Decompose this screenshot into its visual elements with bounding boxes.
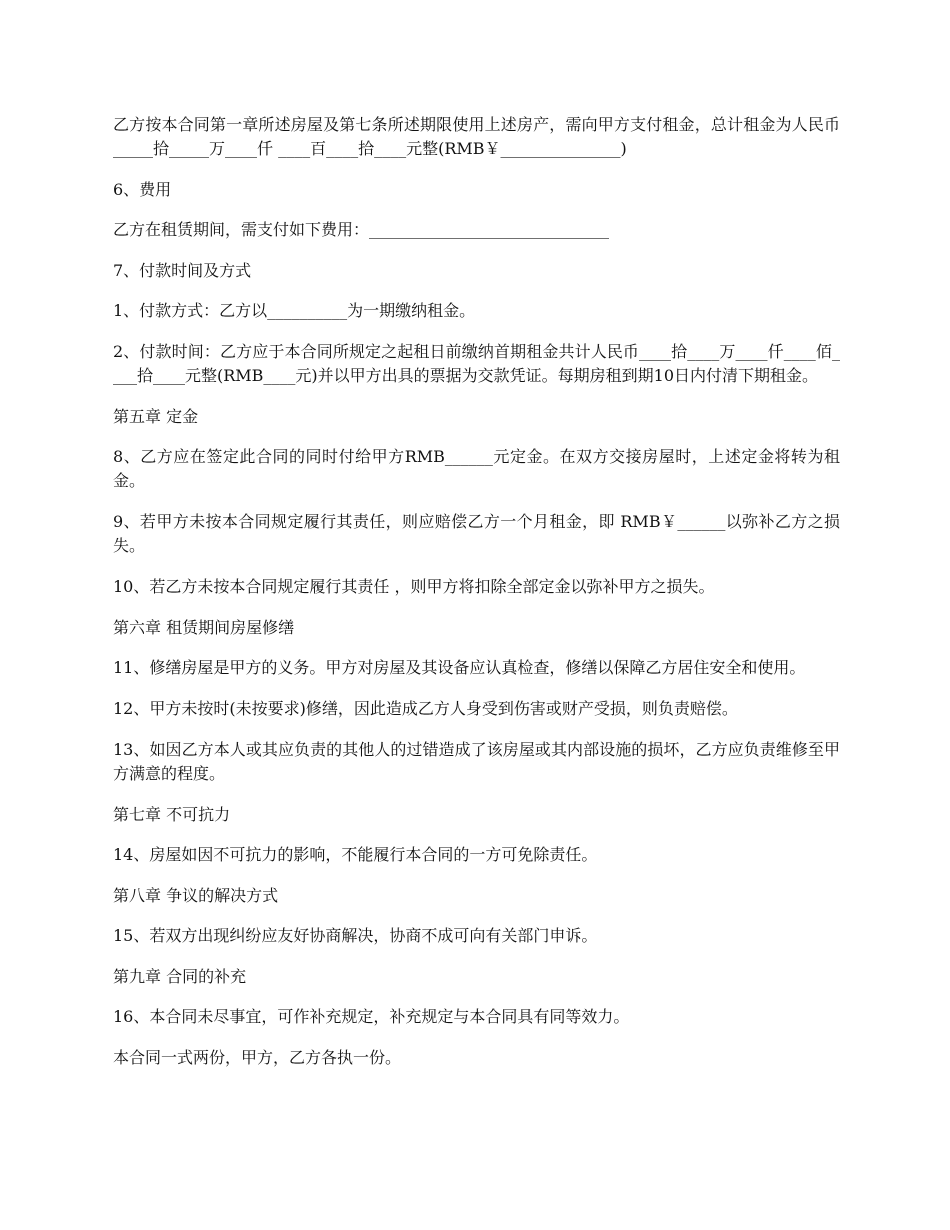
- clause-15-paragraph: 15、若双方出现纠纷应友好协商解决，协商不成可向有关部门申诉。: [113, 926, 598, 945]
- chapter-5-heading: 第五章 定金: [113, 407, 199, 426]
- fees-paragraph: 乙方在租赁期间，需支付如下费用：______________________________: [113, 220, 610, 239]
- clause-16-paragraph: 16、本合同未尽事宜，可作补充规定，补充规定与本合同具有同等效力。: [113, 1007, 630, 1026]
- clause-9-paragraph: 9、若甲方未按本合同规定履行其责任，则应赔偿乙方一个月租金，即 RMB￥______以弥补乙方之损失。: [113, 512, 840, 555]
- chapter-9-heading: 第九章 合同的补充: [113, 967, 247, 986]
- chapter-7-heading: 第七章 不可抗力: [113, 805, 231, 824]
- chapter-8-heading: 第八章 争议的解决方式: [113, 886, 279, 905]
- document-body: [113, 113, 840, 1070]
- payment-time-paragraph: 2、付款时间：乙方应于本合同所规定之起租日前缴纳首期租金共计人民币____拾____万____仟____佰____拾____元整(RMB____元)并以甲方出具的票据为交款凭证。每期房租到期10日内付清下期租金。: [113, 342, 840, 385]
- chapter-6-heading: 第六章 租赁期间房屋修缮: [113, 618, 295, 637]
- fees-heading: 6、费用: [113, 180, 172, 199]
- clause-11-paragraph: 11、修缮房屋是甲方的义务。甲方对房屋及其设备应认真检查，修缮以保障乙方居住安全和使用。: [113, 658, 806, 677]
- payment-method-paragraph: 1、付款方式：乙方以__________为一期缴纳租金。: [113, 301, 476, 320]
- payment-heading: 7、付款时间及方式: [113, 261, 252, 280]
- rent-total-paragraph: 乙方按本合同第一章所述房屋及第七条所述期限使用上述房产，需向甲方支付租金，总计租金为人民币_____拾_____万____仟 ____百____拾____元整(RMB￥_______________): [113, 115, 840, 158]
- clause-10-paragraph: 10、若乙方未按本合同规定履行其责任 ，则甲方将扣除全部定金以弥补甲方之损失。: [113, 577, 715, 596]
- clause-13-paragraph: 13、如因乙方本人或其应负责的其他人的过错造成了该房屋或其内部设施的损坏，乙方应负责维修至甲方满意的程度。: [113, 740, 840, 783]
- clause-8-paragraph: 8、乙方应在签定此合同的同时付给甲方RMB______元定金。在双方交接房屋时，上述定金将转为租金。: [113, 447, 840, 490]
- clause-12-paragraph: 12、甲方未按时(未按要求)修缮，因此造成乙方人身受到伤害或财产受损，则负责赔偿。: [113, 699, 738, 718]
- copies-paragraph: 本合同一式两份，甲方，乙方各执一份。: [113, 1048, 402, 1067]
- clause-14-paragraph: 14、房屋如因不可抗力的影响，不能履行本合同的一方可免除责任。: [113, 845, 598, 864]
